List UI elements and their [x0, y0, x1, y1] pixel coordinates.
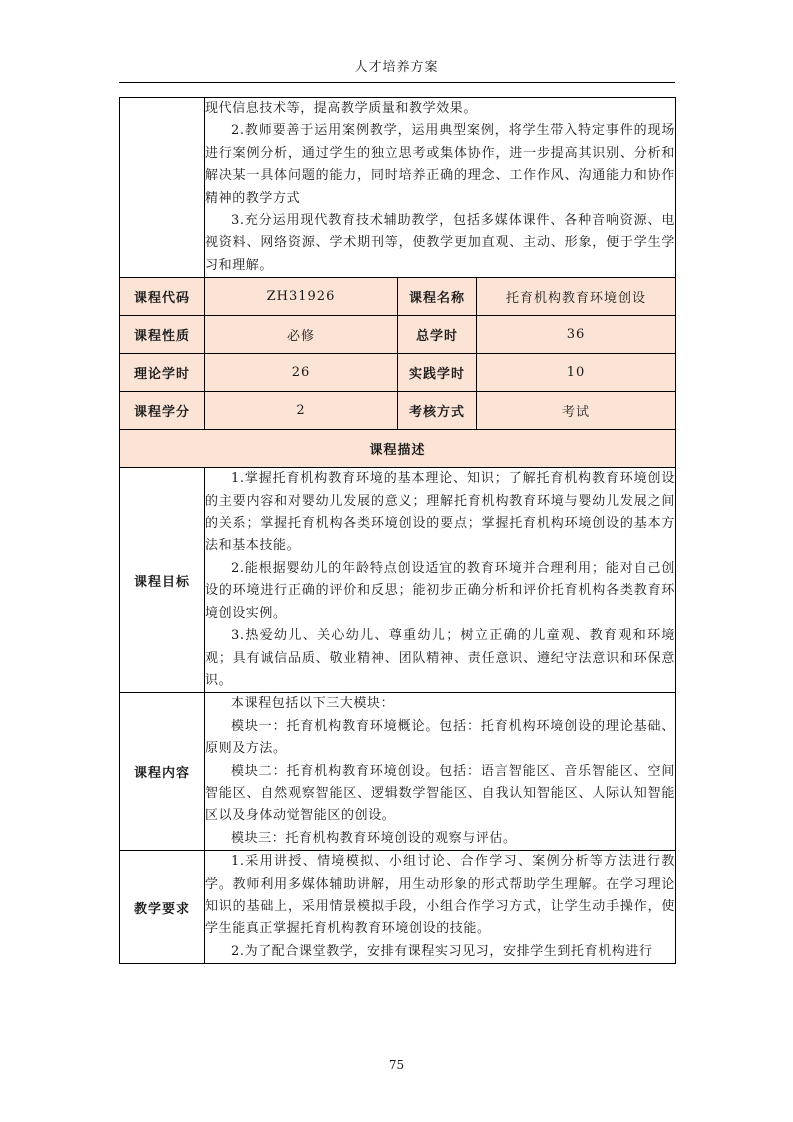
course-nature-label: 课程性质	[120, 316, 205, 354]
top-left-empty-cell	[120, 98, 205, 278]
total-hours-value: 36	[477, 316, 676, 354]
hours-row	[120, 354, 676, 392]
continuation-paragraph-3: 3.充分运用现代教育技术辅助教学，包括多媒体课件、各种音响资源、电视资料、网络资源、学术期刊等，使教学更加直观、主动、形象，便于学生学习和理解。	[205, 213, 676, 273]
objectives-label: 课程目标	[120, 468, 205, 693]
course-code-label: 课程代码	[120, 278, 205, 316]
header-rule	[119, 82, 675, 83]
content-content-cell	[205, 693, 676, 851]
top-continuation-row	[120, 98, 676, 278]
requirements-content-cell	[205, 851, 676, 964]
assessment-value: 考试	[477, 392, 676, 430]
requirement-paragraph-1: 1.采用讲授、情境模拟、小组讨论、合作学习、案例分析等方法进行教学。教师利用多媒体辅助讲解，用生动形象的形式帮助学生理解。在学习理论知识的基础上，采用情景模拟手段，小组合作学习方式，让学生动手操作，使学生能真正掌握托育机构教育环境创设的技能。	[205, 854, 676, 937]
objectives-content-cell	[205, 468, 676, 693]
assessment-label: 考核方式	[398, 392, 477, 430]
course-nature-row	[120, 316, 676, 354]
page-number: 75	[388, 1058, 405, 1072]
practice-hours-value: 10	[477, 354, 676, 392]
course-code-row	[120, 278, 676, 316]
requirements-label: 教学要求	[120, 851, 205, 964]
credits-value: 2	[205, 392, 398, 430]
content-paragraph-3: 模块二：托育机构教育环境创设。包括：语言智能区、音乐智能区、空间智能区、自然观察智能区、逻辑数学智能区、自我认知智能区、人际认知智能区以及身体动觉智能区的创设。	[205, 763, 676, 824]
credits-row	[120, 392, 676, 430]
content-label: 课程内容	[120, 693, 205, 851]
requirement-paragraph-2: 2.为了配合课堂教学，安排有课程实习见习，安排学生到托育机构进行	[231, 943, 653, 959]
theory-hours-label: 理论学时	[120, 354, 205, 392]
theory-hours-value: 26	[205, 354, 398, 392]
content-paragraph-2: 模块一：托育机构教育环境概论。包括：托育机构环境创设的理论基础、原则及方法。	[205, 718, 676, 757]
objective-paragraph-3: 3.热爱幼儿、关心幼儿、尊重幼儿；树立正确的儿童观、教育观和环境观；具有诚信品质、敬业精神、团队精神、责任意识、遵纪守法意识和环保意识。	[205, 628, 676, 688]
content-paragraph-1: 本课程包括以下三大模块：	[231, 696, 395, 712]
course-name-value: 托育机构教育环境创设	[477, 278, 676, 316]
objective-paragraph-1: 1.掌握托育机构教育环境的基本理论、知识；了解托育机构教育环境创设的主要内容和对婴幼儿发展的意义；理解托育机构教育环境与婴幼儿发展之间的关系；掌握托育机构各类环境创设的要点；掌握托育机构环境创设的基本方法和基本技能。	[205, 471, 676, 554]
teaching-method-continuation-cell	[205, 98, 676, 278]
course-syllabus-table	[119, 97, 676, 964]
course-nature-value: 必修	[205, 316, 398, 354]
continuation-paragraph-2: 2.教师要善于运用案例教学，运用典型案例，将学生带入特定事件的现场进行案例分析，通过学生的独立思考或集体协作，进一步提高其识别、分析和解决某一具体问题的能力，同时培养正确的理念、工作作风、沟通能力和协作精神的教学方式	[205, 123, 676, 206]
page-header-title: 人才培养方案	[354, 60, 439, 75]
total-hours-label: 总学时	[398, 316, 477, 354]
content-paragraph-4: 模块三：托育机构教育环境创设的观察与评估。	[231, 830, 517, 846]
description-heading-row	[120, 430, 676, 468]
course-code-value: ZH31926	[205, 278, 398, 316]
objective-paragraph-2: 2.能根据婴幼儿的年龄特点创设适宜的教育环境并合理利用；能对自己创设的环境进行正确的评价和反思；能初步正确分析和评价托育机构各类教育环境创设实例。	[205, 560, 676, 621]
content-row	[120, 693, 676, 851]
continuation-paragraph-1: 现代信息技术等，提高教学质量和教学效果。	[205, 101, 478, 116]
credits-label: 课程学分	[120, 392, 205, 430]
requirements-row	[120, 851, 676, 964]
course-name-label: 课程名称	[398, 278, 477, 316]
practice-hours-label: 实践学时	[398, 354, 477, 392]
objectives-row	[120, 468, 676, 693]
course-description-heading: 课程描述	[120, 430, 676, 468]
